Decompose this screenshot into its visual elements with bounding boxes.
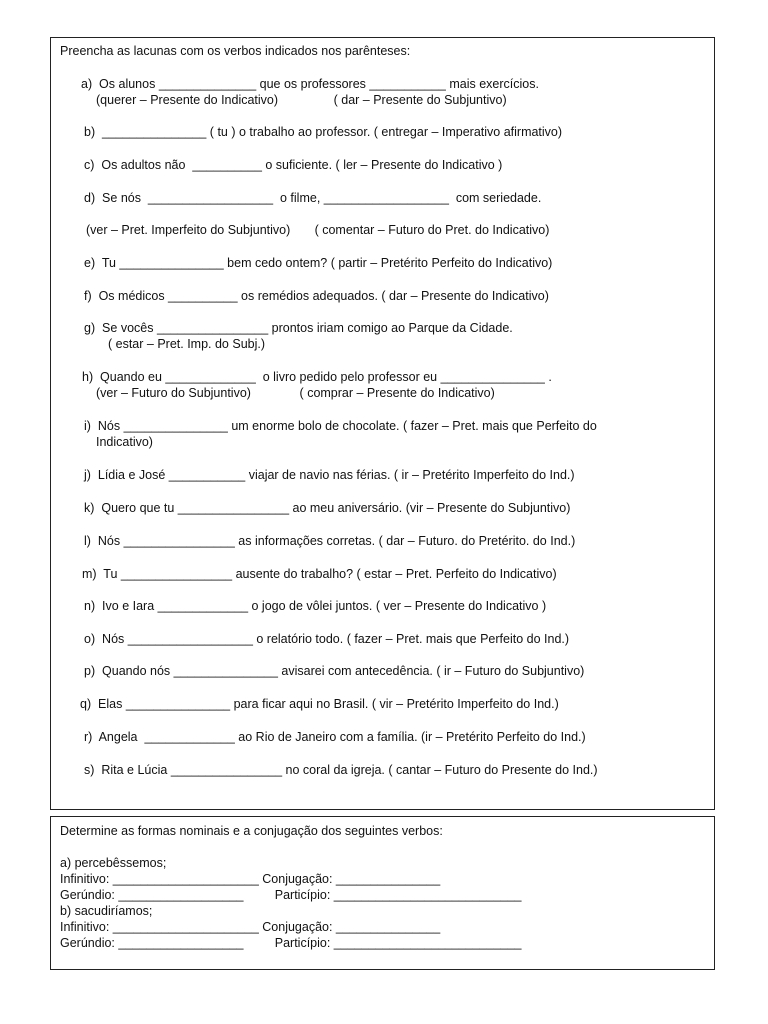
item-b: b) _______________ ( tu ) o trabalho ao professor. ( entregar – Imperativo afirmativo) [84, 125, 563, 139]
item-n: n) Ivo e Iara _____________ o jogo de vôlei juntos. ( ver – Presente do Indicativo ) [84, 599, 547, 613]
item-h: h) Quando eu _____________ o livro pedido pelo professor eu _______________ . [82, 370, 552, 384]
item-j: j) Lídia e José ___________ viajar de navio nas férias. ( ir – Pretérito Imperfeito do Ind.) [84, 468, 575, 482]
item-q: q) Elas _______________ para ficar aqui no Brasil. ( vir – Pretérito Imperfeito do Ind.) [80, 697, 559, 711]
verb-a-heading: a) percebêssemos; [60, 856, 167, 870]
item-r: r) Angela _____________ ao Rio de Janeiro com a família. (ir – Pretérito Perfeito do Ind.) [84, 730, 586, 744]
item-d-hints: (ver – Pret. Imperfeito do Subjuntivo) ( comentar – Futuro do Pret. do Indicativo) [86, 223, 550, 237]
item-a: a) Os alunos ______________ que os professores ___________ mais exercícios. [81, 77, 539, 91]
item-k: k) Quero que tu ________________ ao meu aniversário. (vir – Presente do Subjuntivo) [84, 501, 571, 515]
item-h-hints: (ver – Futuro do Subjuntivo) ( comprar – Presente do Indicativo) [96, 386, 495, 400]
item-f: f) Os médicos __________ os remédios adequados. ( dar – Presente do Indicativo) [84, 289, 549, 303]
item-e: e) Tu _______________ bem cedo ontem? ( partir – Pretérito Perfeito do Indicativo) [84, 256, 553, 270]
item-o: o) Nós __________________ o relatório todo. ( fazer – Pret. mais que Perfeito do Ind.) [84, 632, 570, 646]
item-d: d) Se nós __________________ o filme, __________________ com seriedade. [84, 191, 542, 205]
item-g: g) Se vocês ________________ prontos iriam comigo ao Parque da Cidade. [84, 321, 513, 335]
verb-b-gerund-participle: Gerúndio: __________________ Particípio: ___________________________ [60, 936, 522, 950]
item-a-hints: (querer – Presente do Indicativo) ( dar – Presente do Subjuntivo) [96, 93, 507, 107]
item-l: l) Nós ________________ as informações corretas. ( dar – Futuro. do Pretérito. do Ind.) [84, 534, 576, 548]
verb-b-heading: b) sacudiríamos; [60, 904, 153, 918]
item-c: c) Os adultos não __________ o suficiente. ( ler – Presente do Indicativo ) [84, 158, 503, 172]
item-i-continued: Indicativo) [96, 435, 153, 449]
verb-b-infinitive-conjugation: Infinitivo: _____________________ Conjugação: _______________ [60, 920, 441, 934]
item-s: s) Rita e Lúcia ________________ no coral da igreja. ( cantar – Futuro do Presente do Ind.) [84, 763, 598, 777]
item-m: m) Tu ________________ ausente do trabalho? ( estar – Pret. Perfeito do Indicativo) [82, 567, 557, 581]
instruction-nominal-forms: Determine as formas nominais e a conjugação dos seguintes verbos: [60, 824, 443, 838]
verb-a-gerund-participle: Gerúndio: __________________ Particípio: ___________________________ [60, 888, 522, 902]
item-p: p) Quando nós _______________ avisarei com antecedência. ( ir – Futuro do Subjuntivo) [84, 664, 585, 678]
verb-a-infinitive-conjugation: Infinitivo: _____________________ Conjugação: _______________ [60, 872, 441, 886]
item-g-hints: ( estar – Pret. Imp. do Subj.) [108, 337, 266, 351]
item-i: i) Nós _______________ um enorme bolo de chocolate. ( fazer – Pret. mais que Perfeito do [84, 419, 597, 433]
instruction-fill-blanks: Preencha as lacunas com os verbos indicados nos parênteses: [60, 44, 411, 58]
